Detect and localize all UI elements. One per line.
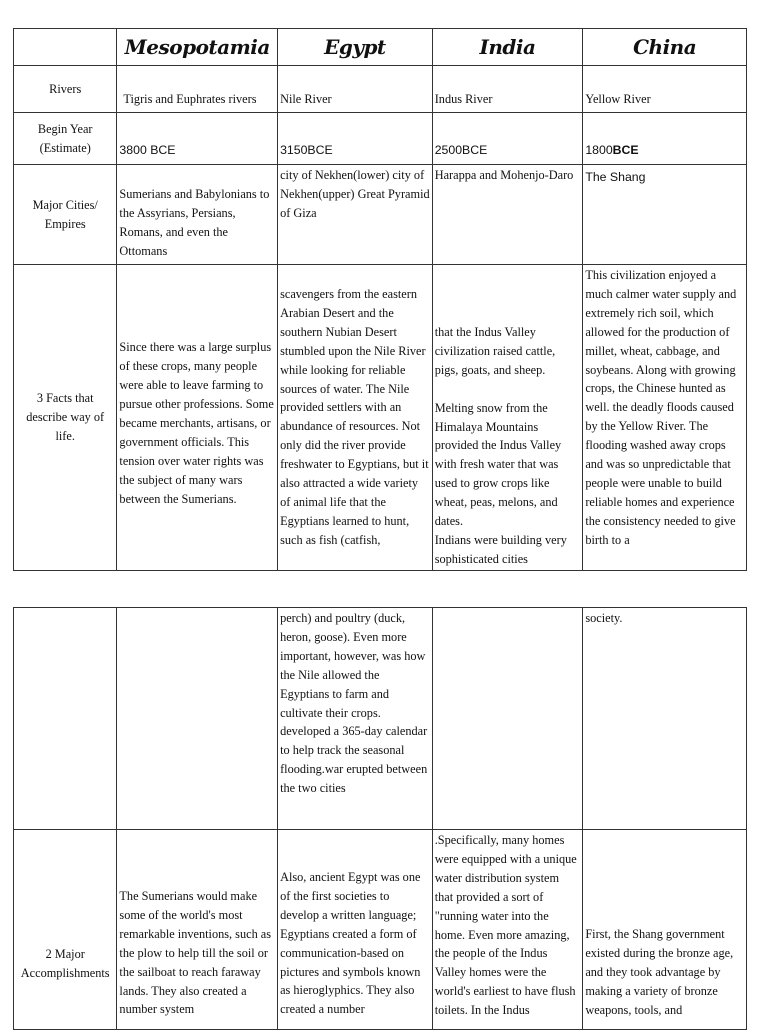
rivers-india: Indus River <box>432 66 583 113</box>
header-egypt: Egypt <box>278 29 433 66</box>
major-cities-china: The Shang <box>583 165 747 265</box>
begin-year-mesopotamia: 3800 BCE <box>117 113 278 165</box>
facts-cont-china: society. <box>583 608 747 830</box>
facts-india-p2: Melting snow from the Himalaya Mountains provided the Indus Valley with fresh water that was used to grow crops like wheat, peas, melons, and dates. <box>434 400 562 529</box>
begin-year-india: 2500BCE <box>432 113 583 165</box>
accomplishments-india: .Specifically, many homes were equipped with a unique water distribution system that provided a sort of "running water into the home. Even more amazing, the people of the Indus Valley homes were the world's earliest to have flush toilets. In the Indus <box>432 830 583 1030</box>
row-begin-year <box>14 113 747 165</box>
facts-india-text <box>435 323 581 569</box>
facts-cont-label <box>14 608 117 830</box>
facts-china-text: This civilization enjoyed a much calmer water supply and extremely rich soil, which allowed for the production of millet, wheat, cabbage, and soybeans. Along with growing crops, the Chinese hunted as well. the deadly floods caused by the Yellow River. The flooding washed away crops and was so unpredictable that people were unable to build reliable homes and experience the consistency needed to give birth to a <box>585 268 737 547</box>
rivers-label: Rivers <box>14 66 117 113</box>
row-rivers <box>14 66 747 113</box>
civilizations-table-part2 <box>13 607 747 1030</box>
rivers-egypt: Nile River <box>278 66 433 113</box>
facts-india-p1: that the Indus Valley civilization raised cattle, pigs, goats, and sheep. <box>434 325 556 377</box>
row-major-cities <box>14 165 747 265</box>
facts-india-p3: Indians were building very sophisticated cities <box>434 532 567 566</box>
begin-year-label: Begin Year (Estimate) <box>14 113 117 165</box>
facts-cont-india <box>432 608 583 830</box>
accomplishments-mesopotamia: The Sumerians would make some of the world's most remarkable inventions, such as the plow to help till the soil or the sailboat to reach faraway lands. They also created a number system <box>117 830 278 1030</box>
facts-india-spacer <box>435 380 581 399</box>
major-cities-label: Major Cities/ Empires <box>14 165 117 265</box>
row-facts-continued <box>14 608 747 830</box>
begin-year-china <box>583 113 747 165</box>
header-row <box>14 29 747 66</box>
facts-cont-egypt: perch) and poultry (duck, heron, goose). Even more important, however, was how the Nile allowed the Egyptians to farm and cultivate their crops. developed a 365-day calendar to help track the seasonal flooding.war erupted between the two cities <box>278 608 433 830</box>
major-cities-egypt: city of Nekhen(lower) city of Nekhen(upper) Great Pyramid of Giza <box>278 165 433 265</box>
major-cities-mesopotamia: Sumerians and Babylonians to the Assyrians, Persians, Romans, and even the Ottomans <box>117 165 278 265</box>
header-empty <box>14 29 117 66</box>
rivers-china: Yellow River <box>583 66 747 113</box>
major-cities-india: Harappa and Mohenjo-Daro <box>432 165 583 265</box>
row-accomplishments <box>14 830 747 1030</box>
header-mesopotamia: Mesopotamia <box>117 29 278 66</box>
begin-year-egypt: 3150BCE <box>278 113 433 165</box>
facts-china <box>583 265 747 571</box>
facts-india <box>432 265 583 571</box>
row-facts <box>14 265 747 571</box>
accomplishments-china: First, the Shang government existed during the bronze age, and they took advantage by making a variety of bronze weapons, tools, and <box>583 830 747 1030</box>
rivers-mesopotamia: Tigris and Euphrates rivers <box>117 66 278 113</box>
facts-mesopotamia: Since there was a large surplus of these crops, many people were able to leave farming to pursue other professions. Some became merchants, artisans, or government officials. This tension over water rights was the subject of many wars between the Sumerians. <box>117 265 278 571</box>
header-india: India <box>432 29 583 66</box>
facts-label: 3 Facts that describe way of life. <box>14 265 117 571</box>
begin-year-china-suffix: BCE <box>612 143 639 158</box>
facts-egypt <box>278 265 433 571</box>
facts-egypt-text: scavengers from the eastern Arabian Desert and the southern Nubian Desert stumbled upon the Nile River while looking for reliable sources of water. The Nile provided settlers with an abundance of resources. Not only did the river provide freshwater to Egyptians, but it also attracted a wide variety of animal life that the Egyptians learned to hunt, such as fish (catfish, <box>280 287 429 547</box>
civilizations-table-part1 <box>13 28 747 571</box>
accomplishments-label: 2 Major Accomplishments <box>14 830 117 1030</box>
facts-cont-mesopotamia <box>117 608 278 830</box>
begin-year-china-number: 1800 <box>585 143 613 158</box>
header-china: China <box>583 29 747 66</box>
accomplishments-egypt: Also, ancient Egypt was one of the first societies to develop a written language; Egyptians created a form of communication-based on pictures and symbols known as hieroglyphics. They also created a number <box>278 830 433 1030</box>
